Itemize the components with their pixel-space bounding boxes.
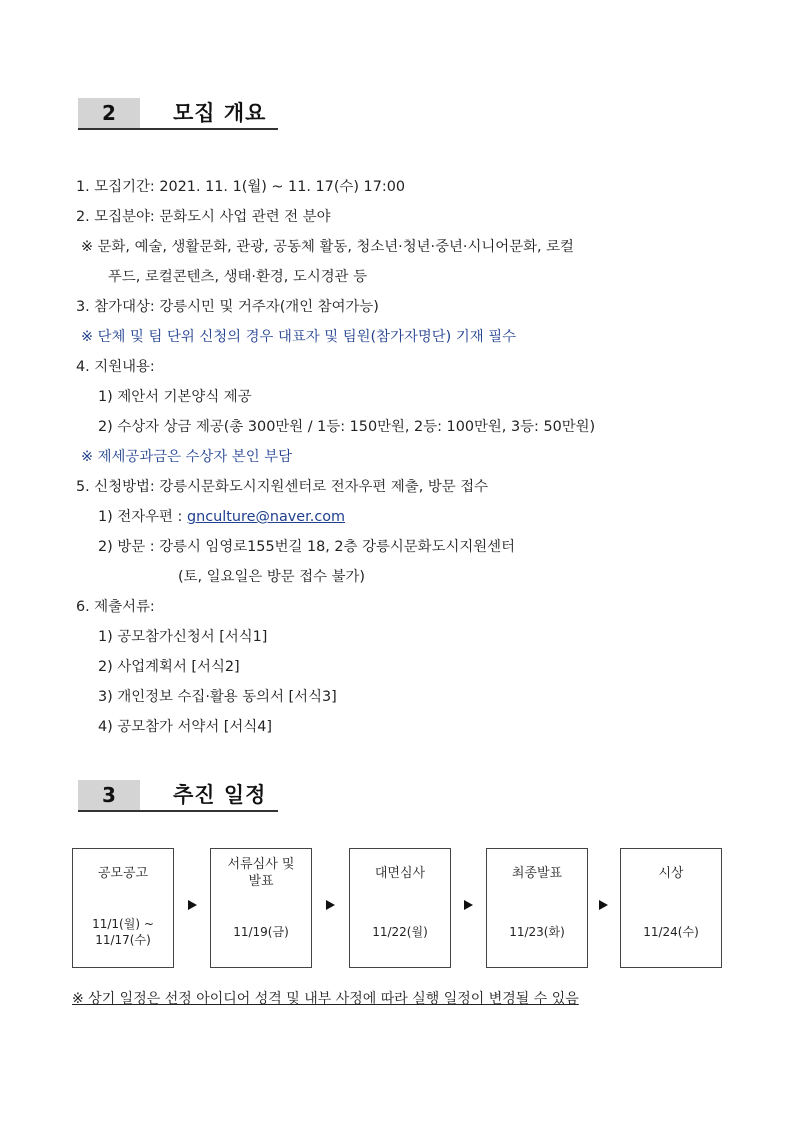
step-date: 11/23(화) [509,925,565,939]
schedule-footnote: ※ 상기 일정은 선정 아이디어 성격 및 내부 사정에 따라 실행 일정이 변경될 수 있음 [72,991,579,1007]
step-stage: 공모공고 [97,865,149,881]
team-note: ※ 단체 및 팀 단위 신청의 경우 대표자 및 팀원(참가자명단) 기재 필수 [81,329,517,345]
step-date: 11/24(수) [643,925,699,939]
arrow-right-icon [326,900,335,910]
apply-method: 5. 신청방법: 강릉시문화도시지원센터로 전자우편 제출, 방문 접수 [76,479,489,495]
document-item-1: 1) 공모참가신청서 [서식1] [98,629,268,645]
document-item-4: 4) 공모참가 서약서 [서식4] [98,719,272,735]
step-date: 11/1(월) ~ 11/17(수) [92,917,154,947]
field-note-continued: 푸드, 로컬콘텐츠, 생태·환경, 도시경관 등 [108,269,368,285]
recruit-period: 1. 모집기간: 2021. 11. 1(월) ~ 11. 17(수) 17:00 [76,179,406,195]
recruitment-overview [76,172,756,742]
schedule-step-announcement [72,848,174,968]
step-stage: 서류심사 및 발표 [227,857,295,889]
section-2-title: 모집 개요 [173,101,267,125]
document-item-3: 3) 개인정보 수집·활용 동의서 [서식3] [98,689,337,705]
arrow-right-icon [188,900,197,910]
schedule-flow [72,848,722,968]
documents-heading: 6. 제출서류: [76,599,155,615]
schedule-step-award [620,848,722,968]
section-2-underline [78,128,278,130]
arrow-right-icon [464,900,473,910]
support-item-1: 1) 제안서 기본양식 제공 [98,389,252,405]
schedule-step-document-review [210,848,312,968]
support-heading: 4. 지원내용: [76,359,155,375]
section-3-underline [78,810,278,812]
document-item-2: 2) 사업계획서 [서식2] [98,659,240,675]
step-date: 11/19(금) [233,925,289,939]
section-3-number: 3 [78,780,140,810]
email-link[interactable]: gnculture@naver.com [186,509,346,525]
eligibility: 3. 참가대상: 강릉시민 및 거주자(개인 참여가능) [76,299,379,315]
recruit-field: 2. 모집분야: 문화도시 사업 관련 전 분야 [76,209,331,225]
step-stage: 시상 [658,865,684,881]
field-note: ※ 문화, 예술, 생활문화, 관광, 공동체 활동, 청소년·청년·중년·시니어문화, 로컬 [81,239,574,255]
arrow-right-icon [599,900,608,910]
section-2-number: 2 [78,98,140,128]
apply-email-label: 1) 전자우편 : [98,509,183,525]
schedule-step-interview [349,848,451,968]
support-item-2: 2) 수상자 상금 제공(총 300만원 / 1등: 150만원, 2등: 100만원, 3등: 50만원) [98,419,596,435]
section-3-title: 추진 일정 [173,783,267,807]
tax-note: ※ 제세공과금은 수상자 본인 부담 [81,449,293,465]
apply-visit: 2) 방문 : 강릉시 임영로155번길 18, 2층 강릉시문화도시지원센터 [98,539,515,555]
step-stage: 대면심사 [374,865,426,881]
step-stage: 최종발표 [511,865,563,881]
apply-email-line [76,502,756,532]
section-2-header [78,98,278,128]
section-3-header [78,780,278,810]
visit-note: (토, 일요일은 방문 접수 불가) [178,569,366,585]
schedule-step-final-announcement [486,848,588,968]
step-date: 11/22(월) [372,925,428,939]
